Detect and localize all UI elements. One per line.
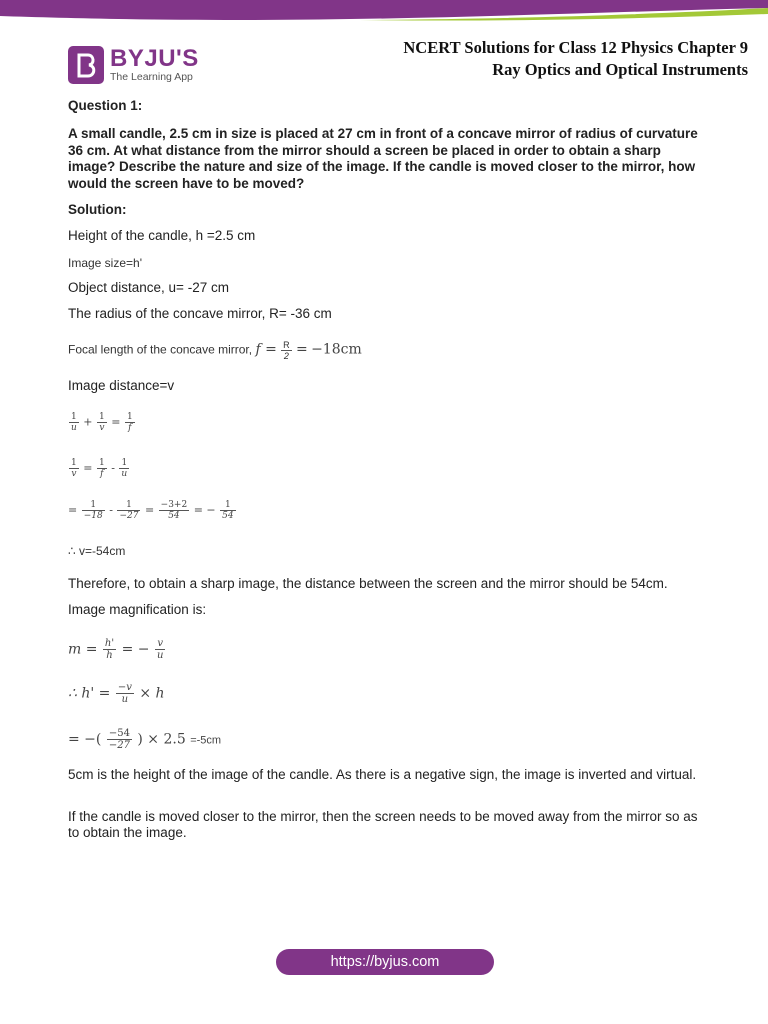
byjus-logo (68, 46, 208, 86)
mirror-formula: $\frac{1}{u}$ + $\frac{1}{v}$ = $\frac{1}{f}$ (71, 412, 133, 433)
focal-length-equation: Focal length of the concave mirror, f = $\frac{R}{2}$ = −18cm (68, 340, 362, 361)
image-height-equation: ∴ h' = $\frac{-v}{u}$ × h (68, 682, 165, 705)
formula-rearranged: $\frac{1}{v}$ = $\frac{1}{f}$ - $\frac{1}{u}$ (71, 458, 128, 479)
focal-f: f = (255, 341, 277, 358)
mirror-radius: The radius of the concave mirror, R= -36 cm (68, 306, 332, 321)
focal-prefix: Focal length of the concave mirror, (68, 342, 253, 357)
screen-distance-text: Therefore, to obtain a sharp image, the distance between the screen and the mirror should be 54cm. (68, 576, 668, 591)
image-distance: Image distance=v (68, 378, 175, 393)
brand-name: BYJU'S (110, 45, 199, 72)
question-text: A small candle, 2.5 cm in size is placed at 27 cm in front of a concave mirror of radius of curvature 36 cm. At what distance from the mirror should a screen be placed in order to obtain a sharp image? Describe the nature and size of the image. If the candle is moved closer to the mirror, how would the screen have to be moved? (68, 126, 698, 191)
question-label: Question 1: (68, 98, 143, 113)
page-title-line1: NCERT Solutions for Class 12 Physics Chapter 9 (403, 38, 748, 57)
focal-result: −18cm (311, 341, 362, 358)
page-title (403, 37, 748, 81)
magnification-equation: m = $\frac{h'}{h}$ = − $\frac{v}{u}$ (68, 638, 164, 661)
formula-substitution: = $\frac{1}{-18}$ - $\frac{1}{-27}$ = $\frac{-3+2}{54}$ = − $\frac{1}{54}$ (68, 500, 234, 521)
image-size: Image size=h' (68, 256, 142, 270)
focal-fraction: $\frac{R}{2}$ (283, 340, 290, 361)
logo-mark (68, 46, 104, 84)
result-v: ∴ v=-54cm (68, 544, 126, 558)
image-height-result: = −( $\frac{-54}{-27}$ ) × 2.5 =-5cm (68, 728, 222, 751)
magnification-label: Image magnification is: (68, 602, 207, 617)
movement-text: If the candle is moved closer to the mirror, then the screen needs to be moved away from the mirror so as to obtain the image. (68, 809, 698, 840)
header-banner (0, 0, 768, 26)
candle-height: Height of the candle, h =2.5 cm (68, 228, 256, 243)
brand-tagline: The Learning App (110, 71, 193, 83)
footer-url-link[interactable]: https://byjus.com (276, 949, 494, 975)
object-distance: Object distance, u= -27 cm (68, 280, 229, 295)
logo-b-icon (68, 46, 104, 84)
page-title-line2: Ray Optics and Optical Instruments (492, 60, 748, 79)
conclusion-text: 5cm is the height of the image of the candle. As there is a negative sign, the image is inverted and virtual. (68, 767, 697, 782)
solution-label: Solution: (68, 202, 127, 217)
